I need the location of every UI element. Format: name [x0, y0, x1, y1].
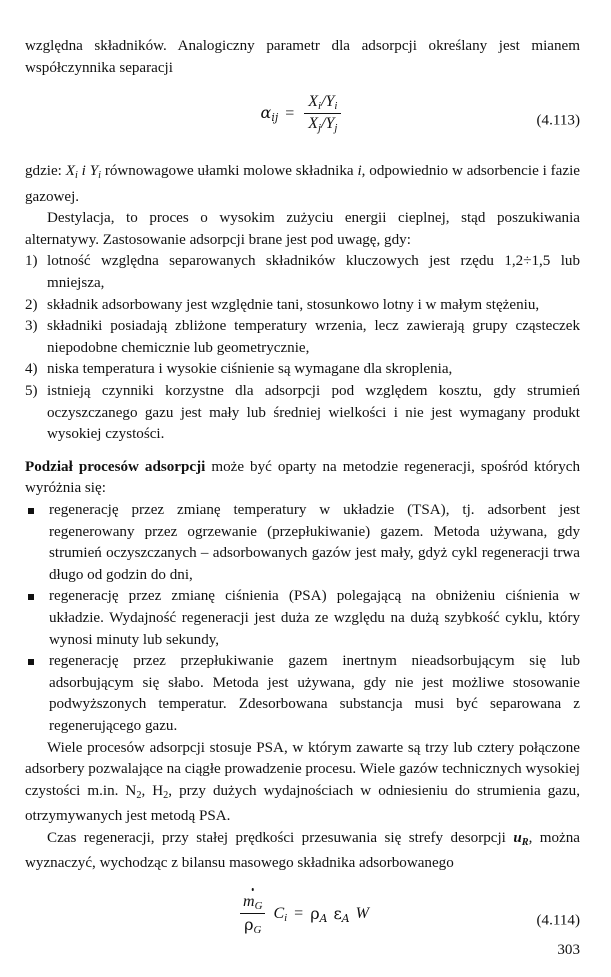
list-item-text: regenerację przez zmianę ciśnienia (PSA) polegającą na obniżeniu ciśnienia w układzie. Wydajność regeneracji jest duża ze względu na dużą szybkość cyklu, który wynosi minuty lub sekundy,	[49, 588, 580, 648]
podzial-heading-inline: Podział procesów adsorpcji	[25, 458, 206, 475]
list-item-text: regenerację przez zmianę temperatury w układzie (TSA), tj. adsorbent jest regenerowany przez ogrzewanie (przepłukiwanie) gazem. Metoda używana, gdy strumień oczyszczanych – adsorbowanych gazów jest mały, gdyż cykl regeneracji trwa długo od godzin do dni,	[49, 501, 580, 583]
list-item-text: niska temperatura i wysokie ciśnienie są wymagane dla skroplenia,	[47, 361, 453, 378]
square-bullet-icon	[28, 594, 34, 600]
formula-4114-factor: $C_i$	[273, 904, 288, 924]
list-item-text: lotność względna separowanych składników kluczowych jest rzędu 1,2÷1,5 lub mniejsza,	[47, 253, 580, 292]
formula-4113-numerator: $X_i/Y_i$	[308, 93, 338, 113]
wiele-procesow-b: , przy dużych wydajnościach w odniesieniu do strumienia gazu, otrzymywanych jest metodą PSA.	[25, 782, 580, 825]
formula-4113-body	[25, 93, 580, 134]
list-item-text: regenerację przez przepłukiwanie gazem inertnym nieadsorbującym się lub adsorbującym się słabo. Metoda jest używana, gdy nie jest możliwe stosowanie podwyższonych temperatur. Zdesorbowana substancja musi być separowana z regenerującego gazu.	[49, 653, 580, 734]
list-marker: 1)	[25, 253, 38, 270]
paragraph-gdzie	[25, 161, 580, 208]
podzial-body: może być oparty na metodzie regeneracji, spośród których wyróżnia się:	[25, 458, 580, 497]
gdzie-label: gdzie:	[25, 163, 62, 180]
paragraph-intro: względna składników. Analogiczny parametr dla adsorpcji określany jest mianem współczynnika separacji	[25, 38, 580, 76]
list-marker: 5)	[25, 383, 38, 399]
square-bullet-icon	[28, 508, 34, 514]
formula-4113-number: (4.113)	[536, 112, 580, 129]
list-item	[25, 500, 580, 586]
list-item	[25, 295, 580, 317]
formula-4113	[25, 93, 580, 149]
symbol-H2: $H_2$	[152, 782, 169, 801]
formula-4114-numerator: $m_G$	[239, 893, 266, 913]
czas-regeneracji-b: , można wyznaczyć, wychodząc z bilansu masowego składnika adsorbowanego	[25, 829, 581, 872]
paragraph-czas-regeneracji	[25, 828, 580, 875]
symbol-u-R: $u_R$	[513, 829, 529, 848]
bullet-list	[25, 500, 580, 738]
symbol-X-i: $X_i$	[65, 163, 78, 182]
paragraph-destylacja: Destylacja, to proces o wysokim zużyciu energii cieplnej, stąd poszukiwania alternatywy. Zastosowanie adsorpcji brane jest pod uwagę, gdy:	[25, 210, 580, 248]
czas-regeneracji-a: Czas regeneracji, przy stałej prędkości przesuwania się strefy desorpcji	[47, 829, 506, 846]
conjunction-i: i	[81, 163, 86, 180]
list-marker: 4)	[25, 361, 38, 378]
list-item	[25, 651, 580, 737]
list-item	[25, 359, 580, 381]
list-item	[25, 251, 580, 294]
paragraph-wiele-procesow	[25, 738, 580, 828]
formula-4114-rhs-eps: $\varepsilon_A$	[333, 903, 350, 925]
list-marker: 2)	[25, 296, 38, 313]
paragraph-podzial	[25, 457, 580, 500]
symbol-i-inline: i	[357, 163, 362, 180]
formula-4113-fraction	[304, 93, 341, 134]
formula-4114-rhs-W: W	[355, 905, 369, 923]
square-bullet-icon	[28, 659, 34, 665]
numbered-list	[25, 251, 580, 445]
list-item	[25, 316, 580, 359]
gdzie-tail: , odpowiednio w adsorbencie i fazie gazowej.	[25, 163, 580, 205]
formula-4113-denominator: $X_j/Y_j$	[304, 113, 341, 134]
wiele-procesow-a: Wiele procesów adsorpcji stosuje PSA, w którym zawarte są trzy lub cztery połączone adsorbery pozwalające na ciągłe prowadzenie procesu. Wiele gazów technicznych wysokiej czystości m.in.	[25, 739, 580, 799]
formula-4114-rhs-rho: $\rho_A$	[310, 903, 328, 925]
formula-4114-number: (4.114)	[536, 912, 580, 929]
symbol-N2: $N_2$,	[125, 782, 146, 801]
list-item-text: składnik adsorbowany jest względnie tani, stosunkowo lotny i w małym stężeniu,	[47, 296, 540, 313]
list-item	[25, 586, 580, 651]
gdzie-body: równowagowe ułamki molowe składnika	[104, 163, 354, 180]
dot-accent-icon	[252, 888, 255, 891]
list-marker: 3)	[25, 318, 38, 335]
formula-4114-equals: =	[294, 905, 304, 923]
list-item-text: składniki posiadają zbliżone temperatury wrzenia, lecz zawierają grupy cząsteczek niepodobne chemicznie lub geometrycznie,	[47, 318, 580, 356]
formula-4113-equals: =	[285, 104, 295, 122]
list-item	[25, 381, 580, 446]
symbol-Y-i: $Y_i$	[89, 163, 101, 182]
formula-4113-alpha: $\alpha_{ij}$	[260, 103, 279, 125]
formula-4114-fraction	[239, 893, 266, 936]
page-number: 303	[557, 942, 580, 958]
formula-4114-body	[25, 893, 580, 936]
formula-4114-denominator: $\rho_G$	[240, 913, 265, 936]
list-item-text: istnieją czynniki korzystne dla adsorpcji pod względem kosztu, gdy strumień oczyszczanego gazu jest mały lub średniej wielkości i nie jest wymagany produkt wysokiej czystości.	[47, 383, 580, 443]
formula-4114	[25, 893, 580, 949]
